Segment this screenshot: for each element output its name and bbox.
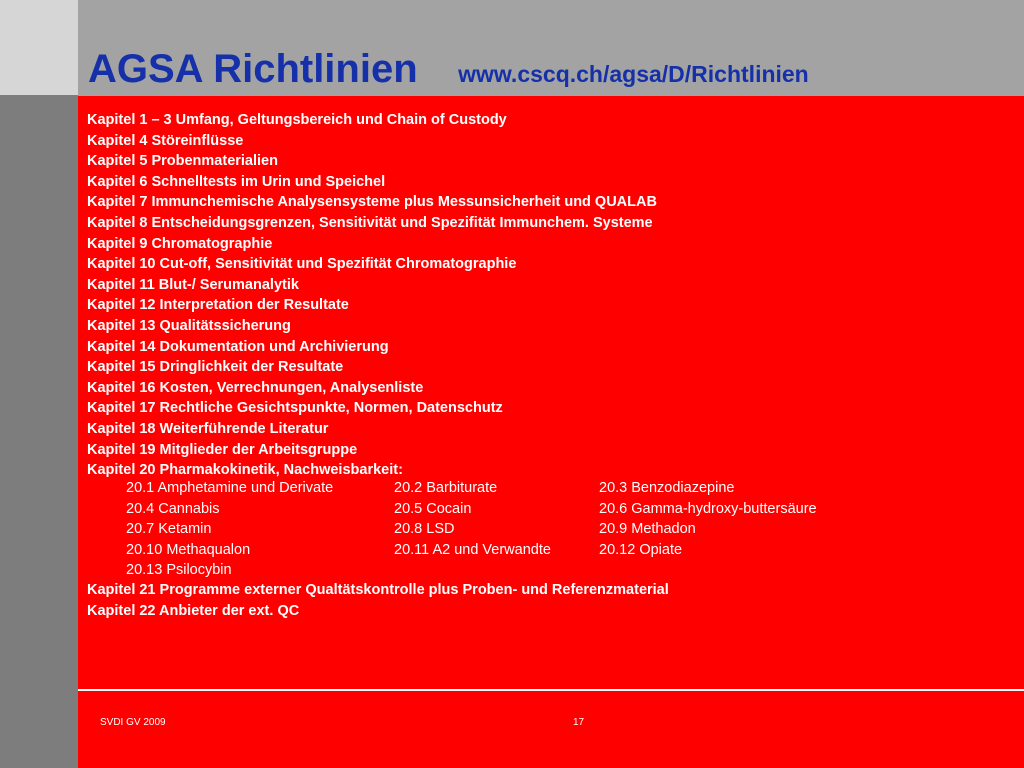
chapter-item: Kapitel 18 Weiterführende Literatur <box>87 420 329 437</box>
chapter-item: Kapitel 5 Probenmaterialien <box>87 153 278 170</box>
page-number: 17 <box>573 717 585 728</box>
chapter-item: Kapitel 20 Pharmakokinetik, Nachweisbarkeit: <box>87 462 403 479</box>
chapter-item: Kapitel 15 Dringlichkeit der Resultate <box>87 359 344 376</box>
corner-block <box>0 0 78 95</box>
chapter-item: Kapitel 6 Schnelltests im Urin und Speichel <box>87 173 386 190</box>
subchapter-item: 20.10 Methaqualon <box>126 541 251 558</box>
slide-url: www.cscq.ch/agsa/D/Richtlinien <box>458 61 809 87</box>
chapter-item: Kapitel 9 Chromatographie <box>87 235 273 252</box>
chapter-item: Kapitel 11 Blut-/ Serumanalytik <box>87 276 299 293</box>
subchapter-item: 20.9 Methadon <box>599 521 696 538</box>
chapter-item: Kapitel 19 Mitglieder der Arbeitsgruppe <box>87 441 358 458</box>
subchapter-item: 20.3 Benzodiazepine <box>599 480 735 496</box>
title-row <box>88 47 809 92</box>
chapter-item: Kapitel 13 Qualitätssicherung <box>87 317 291 334</box>
subchapter-item: 20.5 Cocain <box>394 500 472 517</box>
slide-title: AGSA Richtlinien <box>88 47 418 91</box>
subchapter-item: 20.6 Gamma-hydroxy-buttersäure <box>599 500 817 517</box>
subchapter-item: 20.8 LSD <box>394 521 455 538</box>
chapter-item: Kapitel 16 Kosten, Verrechnungen, Analysenliste <box>87 379 424 396</box>
left-side-bar <box>0 95 78 768</box>
subchapter-item: 20.7 Ketamin <box>126 521 212 538</box>
subchapter-item: 20.11 A2 und Verwandte <box>394 541 551 558</box>
chapter-item: Kapitel 12 Interpretation der Resultate <box>87 297 349 314</box>
subchapter-grid <box>126 478 869 581</box>
subchapter-item: 20.1 Amphetamine und Derivate <box>126 480 334 496</box>
footer-event-label: SVDI GV 2009 <box>100 717 166 728</box>
content-panel <box>78 96 1024 768</box>
subchapter-item: 20.13 Psilocybin <box>126 562 232 579</box>
chapter-item: Kapitel 21 Programme externer Qualtätskontrolle plus Proben- und Referenzmaterial <box>87 582 669 598</box>
subchapter-item: 20.12 Opiate <box>599 541 683 558</box>
footer-divider <box>78 689 1024 691</box>
chapter-item: Kapitel 4 Störeinflüsse <box>87 132 244 149</box>
chapter-item: Kapitel 22 Anbieter der ext. QC <box>87 602 300 619</box>
chapter-item: Kapitel 14 Dokumentation und Archivierung <box>87 338 389 355</box>
chapter-item: Kapitel 8 Entscheidungsgrenzen, Sensitivität und Spezifität Immunchem. Systeme <box>87 214 653 231</box>
chapter-list <box>87 110 657 481</box>
subchapter-item: 20.2 Barbiturate <box>394 480 498 496</box>
chapter-list-continued <box>87 580 669 621</box>
chapter-item: Kapitel 17 Rechtliche Gesichtspunkte, Normen, Datenschutz <box>87 400 503 417</box>
subchapter-item: 20.4 Cannabis <box>126 500 220 517</box>
chapter-item: Kapitel 1 – 3 Umfang, Geltungsbereich und Chain of Custody <box>87 112 507 128</box>
chapter-item: Kapitel 7 Immunchemische Analysensysteme plus Messunsicherheit und QUALAB <box>87 194 657 211</box>
chapter-item: Kapitel 10 Cut-off, Sensitivität und Spezifität Chromatographie <box>87 256 517 273</box>
